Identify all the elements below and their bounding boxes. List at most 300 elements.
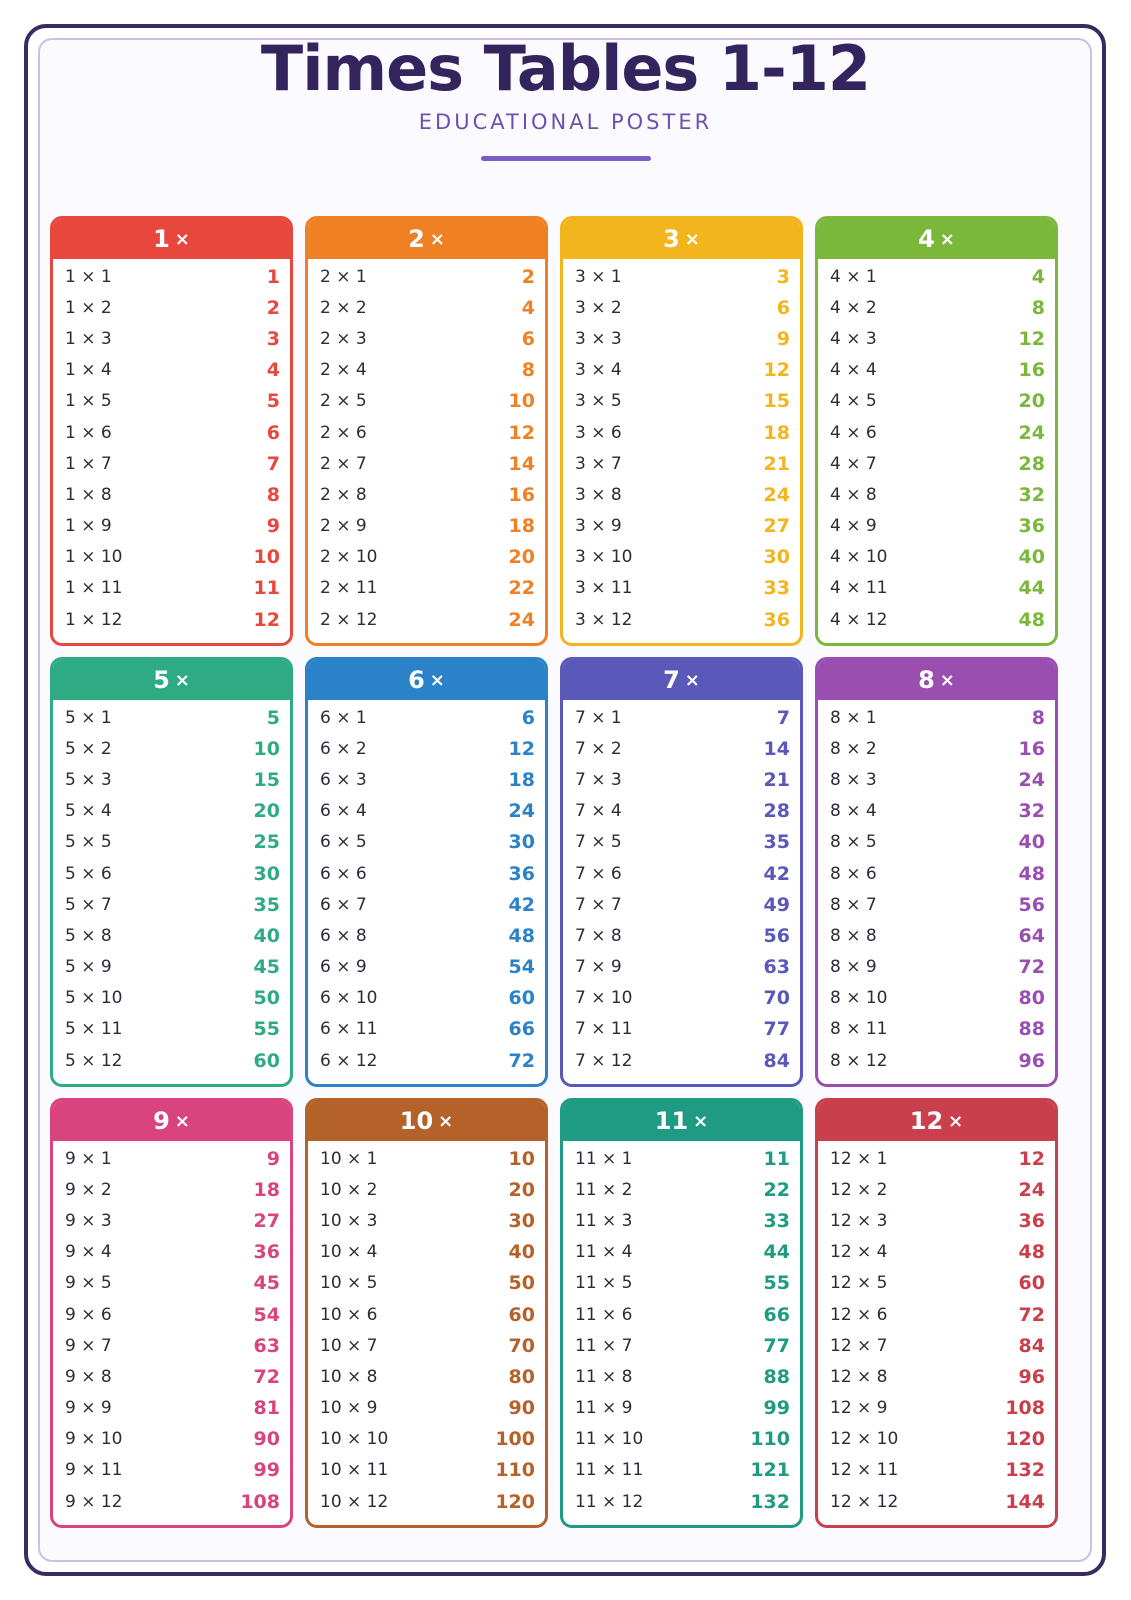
table-rows (563, 259, 800, 635)
answer: 50 (508, 1272, 535, 1295)
answer: 10 (253, 737, 280, 760)
equation: 4 × 6 (830, 422, 877, 443)
table-row (320, 1205, 535, 1236)
table-row (830, 261, 1045, 292)
answer: 72 (1018, 1303, 1045, 1326)
table-row (320, 858, 535, 889)
answer: 30 (253, 862, 280, 885)
equation: 5 × 11 (65, 1019, 123, 1040)
equation: 7 × 7 (575, 894, 622, 915)
table-row (830, 858, 1045, 889)
table-row (575, 511, 790, 542)
answer: 84 (763, 1049, 790, 1072)
table-header (53, 219, 290, 259)
equation: 6 × 5 (320, 832, 367, 853)
answer: 9 (266, 515, 280, 538)
answer: 24 (508, 800, 535, 823)
table-row (575, 448, 790, 479)
multiply-sign: × (174, 228, 190, 250)
answer: 5 (266, 706, 280, 729)
table-row (320, 1330, 535, 1361)
table-row (830, 417, 1045, 448)
answer: 24 (1018, 768, 1045, 791)
table-row (575, 1174, 790, 1205)
table-row (575, 323, 790, 354)
equation: 2 × 11 (320, 578, 378, 599)
answer: 99 (763, 1397, 790, 1420)
equation: 11 × 9 (575, 1398, 633, 1419)
answer: 55 (763, 1272, 790, 1295)
multiply-sign: × (174, 1110, 190, 1132)
table-row (830, 542, 1045, 573)
answer: 16 (508, 483, 535, 506)
table-row (830, 733, 1045, 764)
equation: 9 × 8 (65, 1366, 112, 1387)
table-number: 11 (654, 1107, 689, 1135)
answer: 8 (521, 359, 535, 382)
table-row (575, 479, 790, 510)
table-row (65, 1205, 280, 1236)
equation: 11 × 1 (575, 1148, 633, 1169)
table-row (320, 604, 535, 635)
table-row (320, 952, 535, 983)
equation: 10 × 3 (320, 1210, 378, 1231)
equation: 6 × 9 (320, 957, 367, 978)
answer: 3 (266, 327, 280, 350)
answer: 30 (508, 831, 535, 854)
equation: 10 × 9 (320, 1398, 378, 1419)
table-row (830, 1455, 1045, 1486)
equation: 12 × 7 (830, 1335, 888, 1356)
equation: 1 × 7 (65, 453, 112, 474)
answer: 5 (266, 390, 280, 413)
table-row (65, 702, 280, 733)
table-row (320, 417, 535, 448)
table-row (320, 1237, 535, 1268)
table-row (65, 479, 280, 510)
answer: 56 (1018, 893, 1045, 916)
equation: 1 × 8 (65, 484, 112, 505)
table-row (830, 1045, 1045, 1076)
equation: 12 × 8 (830, 1366, 888, 1387)
equation: 3 × 12 (575, 609, 633, 630)
answer: 18 (253, 1178, 280, 1201)
answer: 32 (1018, 800, 1045, 823)
equation: 2 × 7 (320, 453, 367, 474)
table-card-9 (50, 1098, 293, 1528)
equation: 5 × 3 (65, 769, 112, 790)
table-row (320, 920, 535, 951)
equation: 4 × 11 (830, 578, 888, 599)
table-row (65, 1486, 280, 1517)
table-row (830, 1330, 1045, 1361)
table-card-1 (50, 216, 293, 646)
equation: 11 × 5 (575, 1273, 633, 1294)
equation: 12 × 2 (830, 1179, 888, 1200)
table-row (65, 511, 280, 542)
table-row (65, 983, 280, 1014)
equation: 4 × 9 (830, 516, 877, 537)
answer: 4 (521, 296, 535, 319)
equation: 7 × 9 (575, 957, 622, 978)
multiply-sign: × (174, 669, 190, 691)
table-row (320, 261, 535, 292)
table-row (320, 479, 535, 510)
answer: 77 (763, 1018, 790, 1041)
answer: 4 (266, 359, 280, 382)
table-rows (563, 700, 800, 1076)
answer: 40 (508, 1241, 535, 1264)
equation: 12 × 6 (830, 1304, 888, 1325)
answer: 32 (1018, 483, 1045, 506)
answer: 81 (253, 1397, 280, 1420)
table-row (320, 1268, 535, 1299)
table-row (830, 448, 1045, 479)
table-row (65, 1361, 280, 1392)
answer: 18 (508, 768, 535, 791)
answer: 70 (508, 1334, 535, 1357)
equation: 3 × 4 (575, 360, 622, 381)
equation: 11 × 8 (575, 1366, 633, 1387)
answer: 36 (508, 862, 535, 885)
answer: 20 (508, 1178, 535, 1201)
equation: 4 × 3 (830, 328, 877, 349)
answer: 18 (763, 421, 790, 444)
equation: 11 × 4 (575, 1242, 633, 1263)
equation: 9 × 3 (65, 1210, 112, 1231)
answer: 12 (763, 359, 790, 382)
equation: 7 × 6 (575, 863, 622, 884)
table-row (575, 573, 790, 604)
multiply-sign: × (693, 1110, 709, 1132)
equation: 11 × 3 (575, 1210, 633, 1231)
table-row (830, 764, 1045, 795)
table-row (320, 292, 535, 323)
equation: 5 × 5 (65, 832, 112, 853)
equation: 2 × 9 (320, 516, 367, 537)
equation: 10 × 2 (320, 1179, 378, 1200)
table-row (320, 323, 535, 354)
table-row (575, 1268, 790, 1299)
table-header (818, 1101, 1055, 1141)
table-row (320, 764, 535, 795)
table-row (830, 952, 1045, 983)
table-row (65, 1393, 280, 1424)
table-row (65, 796, 280, 827)
table-row (320, 1393, 535, 1424)
table-row (830, 511, 1045, 542)
table-card-8 (815, 657, 1058, 1087)
table-row (320, 448, 535, 479)
answer: 63 (253, 1334, 280, 1357)
answer: 7 (266, 452, 280, 475)
table-row (830, 479, 1045, 510)
equation: 10 × 5 (320, 1273, 378, 1294)
table-row (575, 920, 790, 951)
equation: 12 × 12 (830, 1491, 899, 1512)
equation: 3 × 10 (575, 547, 633, 568)
table-card-11 (560, 1098, 803, 1528)
equation: 3 × 5 (575, 391, 622, 412)
equation: 1 × 2 (65, 297, 112, 318)
equation: 1 × 4 (65, 360, 112, 381)
answer: 88 (763, 1365, 790, 1388)
answer: 30 (763, 546, 790, 569)
table-row (575, 1014, 790, 1045)
table-row (575, 889, 790, 920)
equation: 2 × 5 (320, 391, 367, 412)
table-row (65, 1045, 280, 1076)
answer: 44 (1018, 577, 1045, 600)
answer: 25 (253, 831, 280, 854)
answer: 50 (253, 987, 280, 1010)
answer: 45 (253, 956, 280, 979)
multiply-sign: × (438, 1110, 454, 1132)
answer: 110 (750, 1428, 790, 1451)
answer: 48 (508, 924, 535, 947)
answer: 21 (763, 452, 790, 475)
answer: 64 (1018, 924, 1045, 947)
table-header (308, 1101, 545, 1141)
answer: 144 (1005, 1490, 1045, 1513)
table-row (65, 604, 280, 635)
table-rows (563, 1141, 800, 1517)
equation: 1 × 5 (65, 391, 112, 412)
table-row (65, 448, 280, 479)
table-row (830, 1174, 1045, 1205)
equation: 4 × 1 (830, 266, 877, 287)
table-number: 3 (663, 225, 680, 253)
table-row (575, 1361, 790, 1392)
equation: 5 × 12 (65, 1050, 123, 1071)
table-row (65, 827, 280, 858)
table-row (830, 386, 1045, 417)
answer: 54 (253, 1303, 280, 1326)
table-rows (818, 259, 1055, 635)
table-row (320, 889, 535, 920)
answer: 36 (253, 1241, 280, 1264)
answer: 3 (776, 265, 790, 288)
answer: 6 (776, 296, 790, 319)
table-row (575, 1393, 790, 1424)
answer: 33 (763, 577, 790, 600)
table-card-6 (305, 657, 548, 1087)
equation: 12 × 11 (830, 1460, 899, 1481)
answer: 24 (1018, 1178, 1045, 1201)
equation: 8 × 7 (830, 894, 877, 915)
equation: 3 × 3 (575, 328, 622, 349)
table-row (320, 702, 535, 733)
equation: 8 × 11 (830, 1019, 888, 1040)
equation: 10 × 12 (320, 1491, 389, 1512)
table-row (830, 1299, 1045, 1330)
equation: 2 × 8 (320, 484, 367, 505)
table-number: 6 (408, 666, 425, 694)
equation: 8 × 12 (830, 1050, 888, 1071)
multiply-sign: × (939, 228, 955, 250)
table-rows (53, 1141, 290, 1517)
equation: 1 × 11 (65, 578, 123, 599)
table-row (65, 764, 280, 795)
table-number: 7 (663, 666, 680, 694)
table-row (575, 1486, 790, 1517)
answer: 72 (253, 1365, 280, 1388)
equation: 9 × 12 (65, 1491, 123, 1512)
answer: 77 (763, 1334, 790, 1357)
equation: 10 × 7 (320, 1335, 378, 1356)
table-row (320, 511, 535, 542)
table-row (320, 827, 535, 858)
equation: 4 × 5 (830, 391, 877, 412)
table-row (830, 1393, 1045, 1424)
equation: 9 × 7 (65, 1335, 112, 1356)
table-row (575, 542, 790, 573)
equation: 2 × 3 (320, 328, 367, 349)
equation: 2 × 4 (320, 360, 367, 381)
answer: 48 (1018, 862, 1045, 885)
table-rows (308, 1141, 545, 1517)
answer: 90 (253, 1428, 280, 1451)
answer: 42 (763, 862, 790, 885)
table-row (65, 1455, 280, 1486)
table-header (818, 660, 1055, 700)
answer: 21 (763, 768, 790, 791)
table-row (65, 542, 280, 573)
answer: 24 (1018, 421, 1045, 444)
answer: 36 (1018, 1209, 1045, 1232)
equation: 11 × 7 (575, 1335, 633, 1356)
answer: 9 (776, 327, 790, 350)
table-row (320, 1014, 535, 1045)
answer: 48 (1018, 1241, 1045, 1264)
table-rows (818, 700, 1055, 1076)
answer: 28 (763, 800, 790, 823)
equation: 9 × 6 (65, 1304, 112, 1325)
table-row (65, 1174, 280, 1205)
answer: 15 (253, 768, 280, 791)
table-row (65, 1143, 280, 1174)
equation: 8 × 9 (830, 957, 877, 978)
answer: 72 (508, 1049, 535, 1072)
equation: 4 × 10 (830, 547, 888, 568)
multiply-sign: × (684, 669, 700, 691)
table-row (575, 796, 790, 827)
table-number: 9 (153, 1107, 170, 1135)
equation: 1 × 9 (65, 516, 112, 537)
answer: 27 (253, 1209, 280, 1232)
answer: 20 (1018, 390, 1045, 413)
table-row (65, 952, 280, 983)
answer: 12 (1018, 1147, 1045, 1170)
equation: 9 × 10 (65, 1429, 123, 1450)
answer: 120 (495, 1490, 535, 1513)
equation: 6 × 1 (320, 707, 367, 728)
table-row (65, 417, 280, 448)
answer: 90 (508, 1397, 535, 1420)
table-card-4 (815, 216, 1058, 646)
answer: 44 (763, 1241, 790, 1264)
equation: 9 × 2 (65, 1179, 112, 1200)
table-row (830, 796, 1045, 827)
equation: 5 × 4 (65, 801, 112, 822)
table-header (818, 219, 1055, 259)
answer: 132 (750, 1490, 790, 1513)
answer: 56 (763, 924, 790, 947)
equation: 8 × 4 (830, 801, 877, 822)
table-row (575, 1237, 790, 1268)
answer: 63 (763, 956, 790, 979)
table-row (65, 355, 280, 386)
table-row (575, 417, 790, 448)
answer: 20 (508, 546, 535, 569)
answer: 12 (1018, 327, 1045, 350)
table-row (320, 1486, 535, 1517)
equation: 12 × 4 (830, 1242, 888, 1263)
table-row (320, 1174, 535, 1205)
answer: 8 (1031, 296, 1045, 319)
table-row (65, 573, 280, 604)
equation: 1 × 10 (65, 547, 123, 568)
page-subtitle: EDUCATIONAL POSTER (418, 110, 713, 134)
equation: 10 × 11 (320, 1460, 389, 1481)
table-row (830, 573, 1045, 604)
table-card-10 (305, 1098, 548, 1528)
equation: 4 × 4 (830, 360, 877, 381)
table-row (65, 292, 280, 323)
table-row (65, 1299, 280, 1330)
answer: 36 (1018, 515, 1045, 538)
equation: 6 × 8 (320, 925, 367, 946)
table-row (65, 386, 280, 417)
table-row (320, 573, 535, 604)
table-row (575, 858, 790, 889)
table-row (830, 827, 1045, 858)
equation: 4 × 7 (830, 453, 877, 474)
equation: 11 × 11 (575, 1460, 644, 1481)
equation: 10 × 4 (320, 1242, 378, 1263)
equation: 7 × 3 (575, 769, 622, 790)
table-header (53, 1101, 290, 1141)
table-row (575, 355, 790, 386)
equation: 7 × 8 (575, 925, 622, 946)
answer: 2 (521, 265, 535, 288)
table-rows (308, 259, 545, 635)
equation: 8 × 8 (830, 925, 877, 946)
answer: 30 (508, 1209, 535, 1232)
equation: 9 × 11 (65, 1460, 123, 1481)
table-number: 2 (408, 225, 425, 253)
table-row (830, 983, 1045, 1014)
answer: 40 (1018, 546, 1045, 569)
answer: 84 (1018, 1334, 1045, 1357)
table-rows (53, 700, 290, 1076)
table-row (575, 1299, 790, 1330)
equation: 7 × 10 (575, 988, 633, 1009)
equation: 12 × 3 (830, 1210, 888, 1231)
table-row (575, 1045, 790, 1076)
table-row (830, 355, 1045, 386)
table-row (575, 604, 790, 635)
table-row (575, 1330, 790, 1361)
answer: 6 (521, 327, 535, 350)
equation: 1 × 12 (65, 609, 123, 630)
answer: 48 (1018, 608, 1045, 631)
table-row (65, 858, 280, 889)
answer: 10 (508, 390, 535, 413)
equation: 10 × 1 (320, 1148, 378, 1169)
equation: 6 × 11 (320, 1019, 378, 1040)
equation: 8 × 10 (830, 988, 888, 1009)
